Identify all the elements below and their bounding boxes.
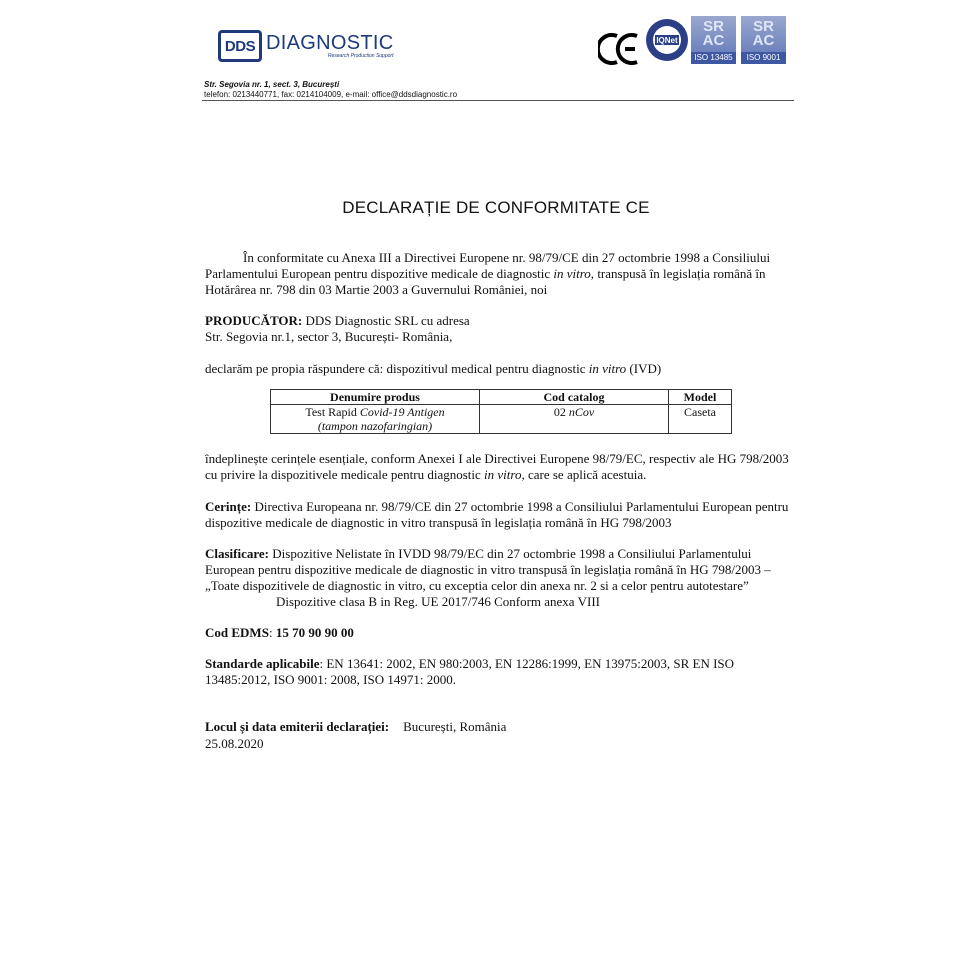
srac-iso-9001-badge: SR AC ISO 9001 <box>741 16 786 64</box>
ce-mark-icon <box>598 32 640 66</box>
standards-paragraph: Standarde aplicabile: EN 13641: 2002, EN 980:2003, EN 12286:1999, EN 13975:2003, SR EN ISO 13485:2012, ISO 9001: 2008, ISO 14971: 2000. <box>205 656 735 687</box>
issue-place-line <box>205 719 795 735</box>
iqnet-certification-icon <box>645 18 689 62</box>
classification-paragraph: Clasificare: Dispozitive Nelistate în IVDD 98/79/EC din 27 octombrie 1998 a Consiliului Parlamentului European pentru dispozitive medicale de diagnostic in vitro transpusă în legislația română în HG 798/2003 – „Toate dispozitivele de diagnostic in vitro, cu exceptia celor din anexa nr. 2 si a celor pentru autotestare” <box>205 546 771 593</box>
document-title: DECLARAȚIE DE CONFORMITATE CE <box>342 198 650 217</box>
srac-iso-13485-badge: SR AC ISO 13485 <box>691 16 736 64</box>
edms-line: Cod EDMS: 15 70 90 90 00 <box>205 625 354 640</box>
column-header: Denumire produs <box>271 390 480 405</box>
producer-block: PRODUCĂTOR: DDS Diagnostic SRL cu adresa Str. Segovia nr.1, sector 3, București- România, <box>205 313 470 344</box>
declaration-paragraph: declarăm pe propia răspundere că: dispozitivul medical pentru diagnostic in vitro (IVD) <box>205 361 662 376</box>
producer-label: PRODUCĂTOR: <box>205 313 303 328</box>
company-address: Str. Segovia nr. 1, sect. 3, București <box>204 80 340 89</box>
company-logo <box>218 26 393 66</box>
requirements-paragraph: Cerințe: Directiva Europeana nr. 98/79/CE din 27 octombrie 1998 a Consiliului Parlamentului European pentru dispozitive medicale de diagnostic in vitro transpusă în legislația română în HG 798/2003 <box>205 499 789 530</box>
classification-class-line: Dispozitive clasa B in Reg. UE 2017/746 Conform anexa VIII <box>276 594 600 609</box>
classification-label: Clasificare: <box>205 546 270 561</box>
table-header-row <box>271 390 732 405</box>
standards-label: Standarde aplicabile <box>205 656 320 671</box>
column-header: Model <box>669 390 732 405</box>
product-name-cell: Test Rapid Covid-19 Antigen (tampon nazofaringian) <box>271 405 480 434</box>
catalog-code-cell: 02 nCov <box>480 405 669 434</box>
issue-label: Locul și data emiterii declarației: <box>205 719 390 734</box>
table-row <box>271 405 732 434</box>
product-table <box>270 389 732 434</box>
issue-place: București, România <box>403 719 507 734</box>
column-header: Cod catalog <box>480 390 669 405</box>
iqnet-label: IQNet <box>656 36 678 45</box>
requirements-label: Cerințe: <box>205 499 252 514</box>
intro-paragraph: În conformitate cu Anexa III a Directivei Europene nr. 98/79/CE din 27 octombrie 1998 a Consiliului Parlamentului European pentru dispozitive medicale de diagnostic in vitro, transpusă în legislația română în Hotărârea nr. 798 din 03 Martie 2003 a Guvernului României, noi <box>205 250 771 297</box>
header-divider <box>202 100 794 101</box>
company-contact: telefon: 0213440771, fax: 0214104009, e-mail: office@ddsdiagnostic.ro <box>204 90 458 99</box>
logo-name: DIAGNOSTIC <box>266 32 394 54</box>
issue-date: 25.08.2020 <box>205 736 264 751</box>
model-cell: Caseta <box>669 405 732 434</box>
fulfills-paragraph: îndeplinește cerințele esențiale, conform Anexei I ale Directivei Europene 98/79/EC, respectiv ale HG 798/2003 cu privire la dispozitivele medicale pentru diagnostic in vitro, care se aplică acestuia. <box>205 451 789 482</box>
logo-tagline: Research Production Support <box>327 53 394 59</box>
edms-code: 15 70 90 90 00 <box>275 625 354 640</box>
logo-mark: DDS <box>218 30 262 62</box>
